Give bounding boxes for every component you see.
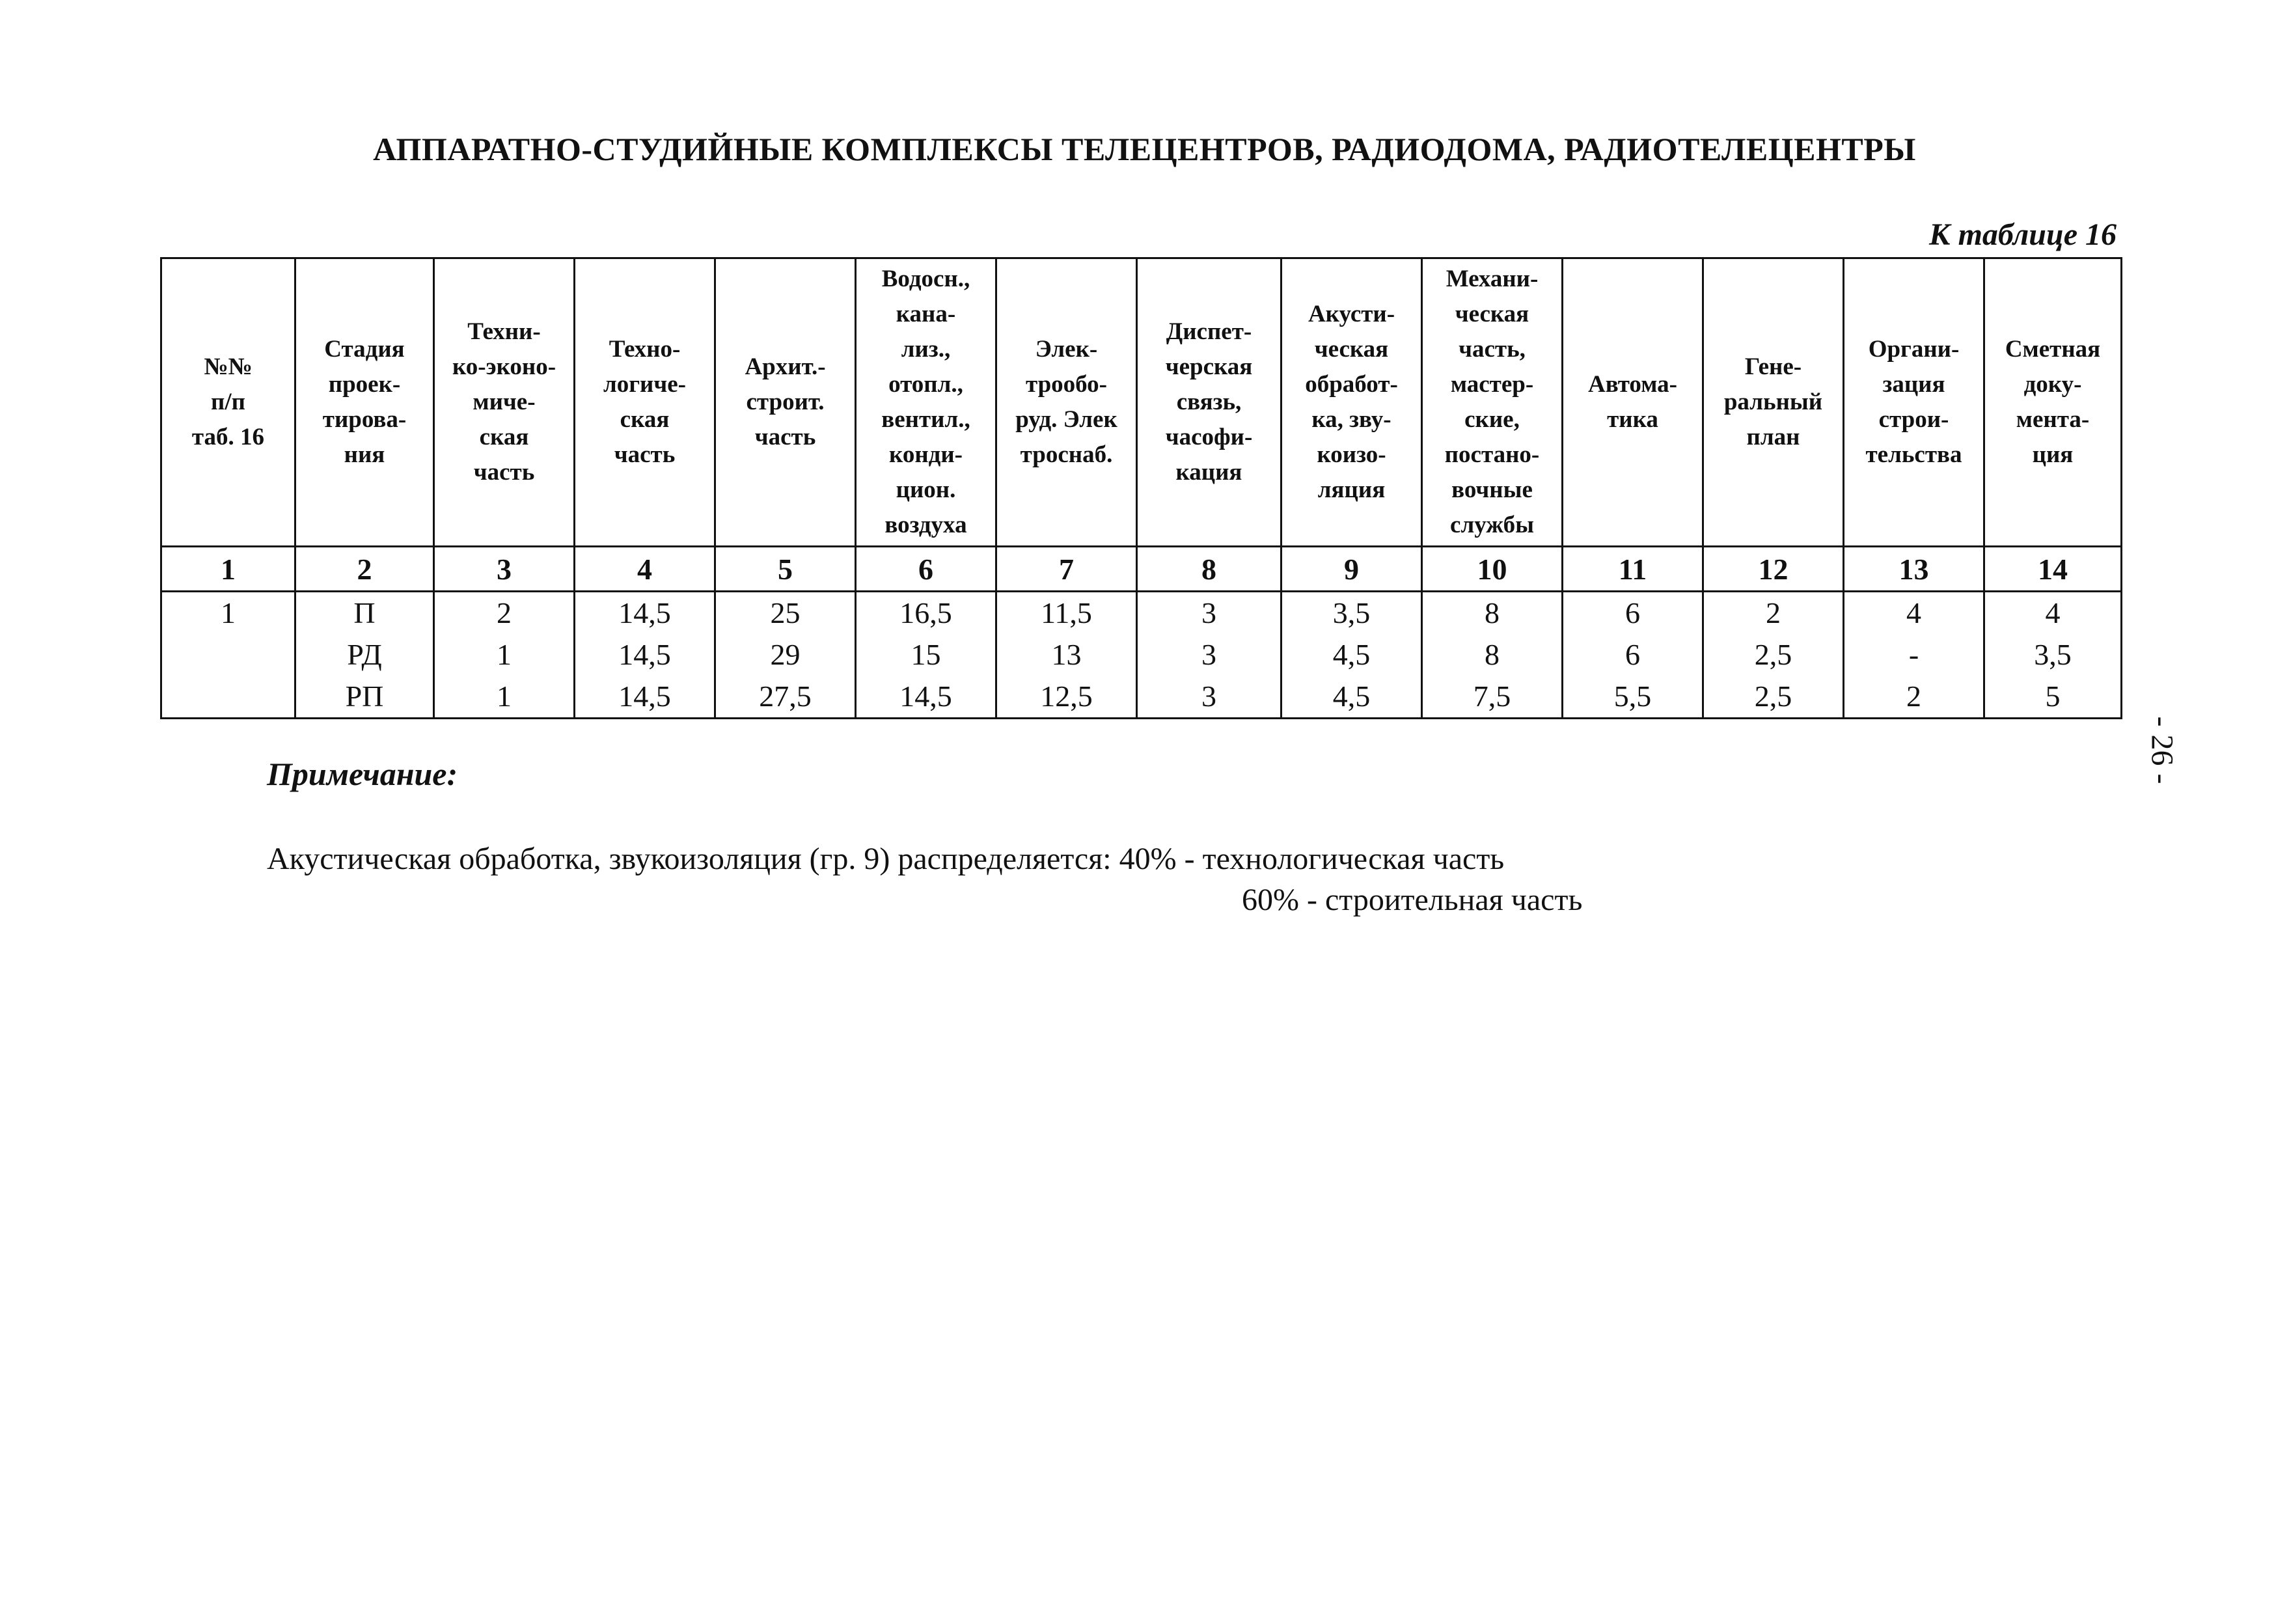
column-header-2 xyxy=(295,258,434,547)
table-cell: 6 xyxy=(1563,634,1703,676)
column-header-line: отопл., xyxy=(888,371,963,398)
column-header-line: Элек- xyxy=(1035,336,1098,363)
table-body xyxy=(161,592,2122,719)
table-cell: - xyxy=(1844,634,1984,676)
table-cell: РП xyxy=(295,676,434,719)
column-header-7 xyxy=(996,258,1137,547)
column-number-8: 8 xyxy=(1137,547,1282,592)
column-header-line: ская xyxy=(479,424,529,450)
column-header-line: кация xyxy=(1175,459,1242,486)
column-number-14: 14 xyxy=(1984,547,2122,592)
table-cell: 5 xyxy=(1984,676,2122,719)
column-header-line: ния xyxy=(344,441,385,468)
table-cell: 2 xyxy=(1844,676,1984,719)
column-header-line: кана- xyxy=(896,301,956,327)
column-header-line: тика xyxy=(1607,406,1658,433)
column-header-line: таб. 16 xyxy=(191,424,265,450)
column-header-line: ко-эконо- xyxy=(452,353,556,380)
column-number-2: 2 xyxy=(295,547,434,592)
column-number-10: 10 xyxy=(1422,547,1563,592)
column-header-line: ческая xyxy=(1314,336,1389,363)
column-number-11: 11 xyxy=(1563,547,1703,592)
column-header-line: логиче- xyxy=(603,371,686,398)
table-cell: 15 xyxy=(856,634,996,676)
column-header-line: постано- xyxy=(1444,441,1540,468)
column-header-line: ческая xyxy=(1455,301,1529,327)
column-header-line: вентил., xyxy=(881,406,970,433)
column-header-8 xyxy=(1137,258,1282,547)
column-header-line: часть xyxy=(473,459,535,486)
column-header-line: мастер- xyxy=(1450,371,1534,398)
column-number-12: 12 xyxy=(1703,547,1844,592)
table-cell: 3 xyxy=(1137,634,1282,676)
column-number-5: 5 xyxy=(715,547,856,592)
column-header-line: ская xyxy=(620,406,670,433)
table-cell: 14,5 xyxy=(575,634,715,676)
table-header-row xyxy=(161,258,2122,547)
column-header-line: руд. Элек xyxy=(1015,406,1117,433)
note-text-line-1: Акустическая обработка, звукоизоляция (гр. 9) распределяется: 40% - технологическая часть xyxy=(267,842,1505,876)
column-header-line: Органи- xyxy=(1868,336,1960,363)
table-cell: 3,5 xyxy=(1282,592,1422,635)
column-header-line: трообо- xyxy=(1025,371,1108,398)
column-header-line: связь, xyxy=(1176,389,1242,415)
table-cell: 16,5 xyxy=(856,592,996,635)
column-header-line: конди- xyxy=(888,441,963,468)
column-header-line: доку- xyxy=(2023,371,2082,398)
table-cell: 12,5 xyxy=(996,676,1137,719)
column-header-line: ция xyxy=(2032,441,2074,468)
column-number-row xyxy=(161,547,2122,592)
column-header-line: Водосн., xyxy=(881,266,970,292)
column-header-11 xyxy=(1563,258,1703,547)
data-table xyxy=(160,257,2122,719)
table-cell: 11,5 xyxy=(996,592,1137,635)
table-cell: 7,5 xyxy=(1422,676,1563,719)
table-cell: 8 xyxy=(1422,592,1563,635)
column-header-line: часть xyxy=(754,424,816,450)
table-cell: 2 xyxy=(1703,592,1844,635)
column-header-5 xyxy=(715,258,856,547)
table-cell: 1 xyxy=(161,592,295,635)
table-cell: 1 xyxy=(434,634,575,676)
table-cell: 14,5 xyxy=(856,676,996,719)
column-header-line: службы xyxy=(1450,512,1534,538)
column-header-line: Архит.- xyxy=(745,353,826,380)
column-number-13: 13 xyxy=(1844,547,1984,592)
table-cell: 29 xyxy=(715,634,856,676)
table-cell: 1 xyxy=(434,676,575,719)
column-header-line: Гене- xyxy=(1744,353,1802,380)
column-number-3: 3 xyxy=(434,547,575,592)
column-header-9 xyxy=(1282,258,1422,547)
column-header-13 xyxy=(1844,258,1984,547)
table-cell: 2 xyxy=(434,592,575,635)
column-header-12 xyxy=(1703,258,1844,547)
column-number-4: 4 xyxy=(575,547,715,592)
column-header-line: часофи- xyxy=(1165,424,1253,450)
column-header-line: план xyxy=(1746,424,1800,450)
column-header-14 xyxy=(1984,258,2122,547)
column-header-line: ка, зву- xyxy=(1311,406,1391,433)
column-header-line: Сметная xyxy=(2005,336,2101,363)
column-header-line: троснаб. xyxy=(1020,441,1113,468)
column-header-line: воздуха xyxy=(884,512,967,538)
column-header-line: ляция xyxy=(1317,476,1386,503)
column-header-line: часть, xyxy=(1459,336,1526,363)
table-cell: 27,5 xyxy=(715,676,856,719)
column-header-line: Акусти- xyxy=(1308,301,1395,327)
column-header-line: цион. xyxy=(896,476,956,503)
table-cell: 4 xyxy=(1844,592,1984,635)
column-header-line: обработ- xyxy=(1305,371,1398,398)
column-header-line: Техно- xyxy=(609,336,681,363)
table-row xyxy=(161,676,2122,719)
column-header-line: вочные xyxy=(1451,476,1533,503)
column-header-line: п/п xyxy=(211,389,245,415)
table-cell: 3,5 xyxy=(1984,634,2122,676)
column-header-line: Механи- xyxy=(1446,266,1539,292)
table-cell: 8 xyxy=(1422,634,1563,676)
table-cell: 4,5 xyxy=(1282,634,1422,676)
table-cell: 2,5 xyxy=(1703,634,1844,676)
column-header-line: ральный xyxy=(1723,389,1823,415)
column-header-line: черская xyxy=(1165,353,1253,380)
column-header-line: часть xyxy=(614,441,676,468)
column-header-line: миче- xyxy=(473,389,536,415)
column-header-10 xyxy=(1422,258,1563,547)
page-number: - 26 - xyxy=(2145,716,2180,784)
column-header-line: строи- xyxy=(1878,406,1949,433)
column-header-line: коизо- xyxy=(1317,441,1386,468)
column-header-3 xyxy=(434,258,575,547)
column-number-1: 1 xyxy=(161,547,295,592)
table-cell: П xyxy=(295,592,434,635)
column-number-6: 6 xyxy=(856,547,996,592)
table-cell: 14,5 xyxy=(575,676,715,719)
table-cell: 14,5 xyxy=(575,592,715,635)
table-cell: 3 xyxy=(1137,676,1282,719)
table-cell: 4,5 xyxy=(1282,676,1422,719)
column-header-line: проек- xyxy=(328,371,401,398)
table-cell xyxy=(161,634,295,676)
column-header-line: Диспет- xyxy=(1166,318,1252,345)
column-header-line: Техни- xyxy=(467,318,541,345)
note-text-line-2: 60% - строительная часть xyxy=(1242,883,1583,917)
column-header-line: тельства xyxy=(1865,441,1962,468)
column-header-line: Стадия xyxy=(324,336,405,363)
table-cell: РД xyxy=(295,634,434,676)
column-header-4 xyxy=(575,258,715,547)
column-header-1 xyxy=(161,258,295,547)
table-cell xyxy=(161,676,295,719)
table-cell: 5,5 xyxy=(1563,676,1703,719)
table-row xyxy=(161,592,2122,635)
column-header-line: тирова- xyxy=(322,406,407,433)
table-cell: 2,5 xyxy=(1703,676,1844,719)
column-header-line: ские, xyxy=(1464,406,1520,433)
note-title: Примечание: xyxy=(267,756,458,792)
table-cell: 25 xyxy=(715,592,856,635)
column-number-7: 7 xyxy=(996,547,1137,592)
table-cell: 3 xyxy=(1137,592,1282,635)
column-header-6 xyxy=(856,258,996,547)
column-header-line: лиз., xyxy=(901,336,951,363)
column-header-line: №№ xyxy=(204,353,253,380)
column-header-line: Автома- xyxy=(1587,371,1678,398)
column-header-line: строит. xyxy=(746,389,825,415)
table-row xyxy=(161,634,2122,676)
column-number-9: 9 xyxy=(1282,547,1422,592)
table-cell: 6 xyxy=(1563,592,1703,635)
column-header-line: мента- xyxy=(2016,406,2090,433)
table-reference: К таблице 16 xyxy=(1929,217,2117,252)
table-cell: 13 xyxy=(996,634,1137,676)
table-cell: 4 xyxy=(1984,592,2122,635)
column-header-line: зация xyxy=(1882,371,1945,398)
page-title: АППАРАТНО-СТУДИЙНЫЕ КОМПЛЕКСЫ ТЕЛЕЦЕНТРОВ, РАДИОДОМА, РАДИОТЕЛЕЦЕНТРЫ xyxy=(373,131,1916,167)
